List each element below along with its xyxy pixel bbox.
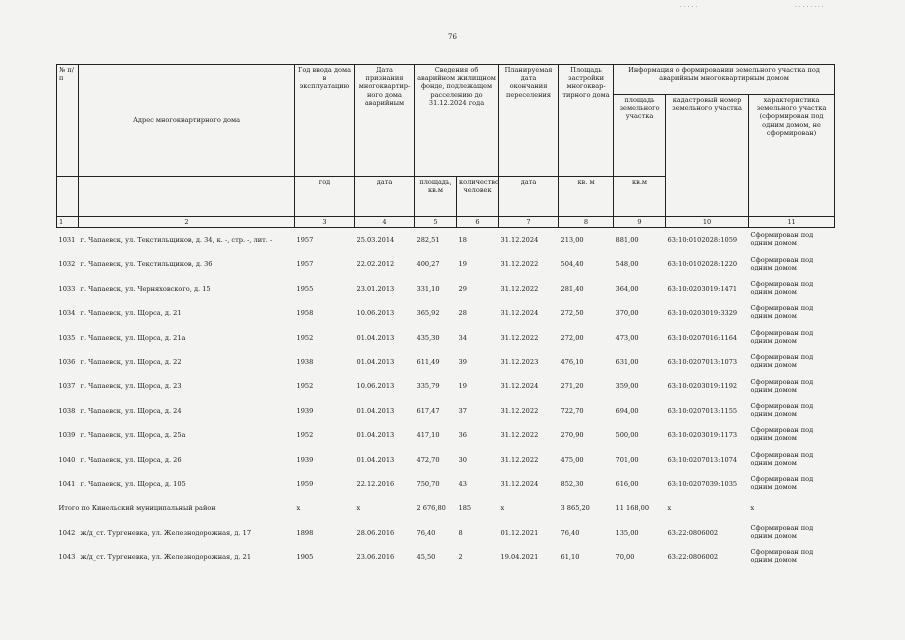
row-characteristic: Сформирован под одним домом <box>750 450 814 467</box>
col-index: 9 <box>614 217 666 228</box>
row-year-built: 1952 <box>296 431 314 440</box>
total-date: х <box>356 504 361 513</box>
row-characteristic: Сформирован под одним домом <box>750 304 814 321</box>
row-year-built: 1957 <box>296 260 314 269</box>
row-cadastral: 63:10:0203019:1173 <box>667 431 738 440</box>
row-people: 37 <box>458 406 467 415</box>
row-characteristic: Сформирован под одним домом <box>750 402 814 418</box>
row-recognition-date: 01.04.2013 <box>356 455 395 464</box>
row-recognition-date: 23.06.2016 <box>356 553 395 562</box>
row-planned-date: 19.04.2021 <box>500 553 539 562</box>
row-cadastral: 63:10:0207016:1164 <box>667 333 738 342</box>
scan-artifact: · · · · · · · · <box>795 4 824 11</box>
table-row <box>57 350 835 374</box>
row-address: г. Чапаевск, ул. Черняховского, д. 15 <box>80 284 211 293</box>
row-cadastral: 63:10:0207013:1155 <box>667 406 738 415</box>
row-area: 417,10 <box>416 431 440 440</box>
row-number: 1036 <box>58 358 76 367</box>
row-land-area: 473,00 <box>615 333 639 342</box>
row-number: 1040 <box>58 455 76 464</box>
row-recognition-date: 28.06.2016 <box>356 528 395 537</box>
row-recognition-date: 01.04.2013 <box>356 406 395 415</box>
unit-year: год <box>295 177 355 217</box>
row-recognition-date: 01.04.2013 <box>356 358 395 367</box>
row-address: г. Чапаевск, ул. Текстильщиков, д. 36 <box>80 260 213 269</box>
row-area: 331,10 <box>416 284 440 293</box>
row-area: 335,79 <box>416 382 440 391</box>
header-land-area: площадь земельного участка <box>614 95 666 177</box>
row-address: г. Чапаевск, ул. Щорса, д. 21а <box>80 333 186 342</box>
row-year-built: 1905 <box>296 553 314 562</box>
row-recognition-date: 01.04.2013 <box>356 333 395 342</box>
row-recognition-date: 01.04.2013 <box>356 431 395 440</box>
row-building-area: 475,00 <box>560 455 584 464</box>
row-recognition-date: 23.01.2013 <box>356 284 395 293</box>
col-index: 10 <box>666 217 749 228</box>
row-address: ж/д_ст. Тургеневка, ул. Железнодорожная, д. 21 <box>80 553 252 562</box>
row-characteristic: Сформирован под одним домом <box>750 328 814 345</box>
row-address: г. Чапаевск, ул. Щорса, д. 25а <box>80 431 186 440</box>
row-area: 750,70 <box>416 479 440 488</box>
row-building-area: 76,40 <box>560 528 580 537</box>
row-recognition-date: 10.06.2013 <box>356 382 395 391</box>
header-building-area: Площадь застройки многоквар-тирного дома <box>559 65 614 177</box>
row-recognition-date: 10.06.2013 <box>356 309 395 318</box>
row-characteristic: Сформирован под одним домом <box>750 548 814 565</box>
row-people: 43 <box>458 479 467 488</box>
unit-num-blank <box>57 177 79 217</box>
row-planned-date: 31.12.2022 <box>500 260 539 269</box>
table-row <box>57 448 835 472</box>
row-people: 8 <box>458 528 463 537</box>
row-people: 34 <box>458 333 467 342</box>
row-number: 1033 <box>58 284 76 293</box>
row-land-area: 616,00 <box>615 479 639 488</box>
row-address: г. Чапаевск, ул. Щорса, д. 22 <box>80 358 182 367</box>
row-number: 1043 <box>58 553 76 562</box>
row-building-area: 271,20 <box>560 382 584 391</box>
total-char: х <box>750 504 755 513</box>
row-planned-date: 01.12.2021 <box>500 528 539 537</box>
row-building-area: 722,70 <box>560 406 584 415</box>
row-land-area: 70,00 <box>615 553 635 562</box>
row-cadastral: 63:22:0806002 <box>667 528 719 537</box>
row-characteristic: Сформирован под одним домом <box>750 377 814 394</box>
row-cadastral: 63:10:0102028:1220 <box>667 260 738 269</box>
row-address: г. Чапаевск, ул. Щорса, д. 105 <box>80 479 186 488</box>
total-building: 3 865,20 <box>560 504 590 513</box>
header-planned-end: Планируемая дата окончания переселения <box>499 65 559 177</box>
row-number: 1042 <box>58 528 76 537</box>
column-index-row <box>57 217 835 228</box>
row-area: 282,51 <box>416 236 440 245</box>
unit-sqm-building: кв. м <box>559 177 614 217</box>
header-recognition-date: Дата признания многоквартир-ного дома аварийным <box>355 65 415 177</box>
row-cadastral: 63:10:0102028:1059 <box>667 236 738 245</box>
row-people: 39 <box>458 358 467 367</box>
row-cadastral: 63:10:0207039:1035 <box>667 479 738 488</box>
row-year-built: 1955 <box>296 284 314 293</box>
row-year-built: 1938 <box>296 358 314 367</box>
row-people: 2 <box>458 553 463 562</box>
row-address: г. Чапаевск, ул. Щорса, д. 24 <box>80 406 182 415</box>
table-row <box>57 472 835 496</box>
row-number: 1032 <box>58 260 76 269</box>
row-cadastral: 63:10:0203019:1471 <box>667 284 738 293</box>
header-land-info: Информация о формировании земельного участка под аварийным многоквартирным домом <box>614 65 835 95</box>
row-land-area: 548,00 <box>615 260 639 269</box>
row-area: 45,50 <box>416 553 436 562</box>
row-land-area: 631,00 <box>615 358 639 367</box>
row-planned-date: 31.12.2022 <box>500 431 539 440</box>
row-number: 1037 <box>58 382 76 391</box>
unit-address-blank <box>79 177 295 217</box>
header-cadastral: кадастровый номер земельного участка <box>666 95 749 217</box>
table-row <box>57 423 835 447</box>
row-area: 472,70 <box>416 455 440 464</box>
row-land-area: 701,00 <box>615 455 639 464</box>
scan-artifact: · · · · · <box>680 4 698 11</box>
row-cadastral: 63:10:0207013:1074 <box>667 455 738 464</box>
row-number: 1035 <box>58 333 76 342</box>
row-people: 29 <box>458 284 467 293</box>
col-index: 11 <box>749 217 835 228</box>
row-cadastral: 63:10:0203019:1192 <box>667 382 738 391</box>
row-land-area: 500,00 <box>615 431 639 440</box>
table-row <box>57 399 835 423</box>
total-area: 2 676,80 <box>416 504 446 513</box>
total-land: 11 168,00 <box>615 504 650 513</box>
row-building-area: 504,40 <box>560 260 584 269</box>
total-label: Итого по Кинельский муниципальный район <box>58 504 216 513</box>
table-row <box>57 277 835 301</box>
row-year-built: 1939 <box>296 455 314 464</box>
row-building-area: 270,90 <box>560 431 584 440</box>
row-planned-date: 31.12.2024 <box>500 382 539 391</box>
row-building-area: 476,10 <box>560 358 584 367</box>
row-year-built: 1959 <box>296 479 314 488</box>
row-building-area: 281,40 <box>560 284 584 293</box>
col-index: 3 <box>295 217 355 228</box>
row-cadastral: 63:10:0203019:3329 <box>667 309 738 318</box>
row-number: 1034 <box>58 309 76 318</box>
row-people: 30 <box>458 455 467 464</box>
row-building-area: 272,50 <box>560 309 584 318</box>
row-cadastral: 63:10:0207013:1073 <box>667 358 738 367</box>
total-cadastral: х <box>667 504 672 513</box>
table-row <box>57 326 835 350</box>
row-planned-date: 31.12.2024 <box>500 236 539 245</box>
table-row <box>57 521 835 545</box>
row-address: г. Чапаевск, ул. Щорса, д. 21 <box>80 309 182 318</box>
col-index: 5 <box>415 217 457 228</box>
row-planned-date: 31.12.2024 <box>500 479 539 488</box>
row-planned-date: 31.12.2023 <box>500 358 539 367</box>
row-area: 611,49 <box>416 358 440 367</box>
row-year-built: 1939 <box>296 406 314 415</box>
row-planned-date: 31.12.2022 <box>500 406 539 415</box>
row-number: 1039 <box>58 431 76 440</box>
row-characteristic: Сформирован под одним домом <box>750 280 814 296</box>
row-area: 435,30 <box>416 333 440 342</box>
row-land-area: 364,00 <box>615 284 639 293</box>
unit-area: площадь, кв.м <box>415 177 457 217</box>
row-building-area: 213,00 <box>560 236 584 245</box>
row-people: 18 <box>458 236 467 245</box>
row-characteristic: Сформирован под одним домом <box>750 426 814 443</box>
row-area: 76,40 <box>416 528 436 537</box>
row-recognition-date: 25.03.2014 <box>356 236 395 245</box>
total-planned: х <box>500 504 505 513</box>
row-characteristic: Сформирован под одним домом <box>750 231 814 248</box>
row-address: г. Чапаевск, ул. Щорса, д. 23 <box>80 382 182 391</box>
row-characteristic: Сформирован под одним домом <box>750 523 814 540</box>
table-row <box>57 374 835 398</box>
row-number: 1038 <box>58 406 76 415</box>
row-address: г. Чапаевск, ул. Щорса, д. 26 <box>80 455 182 464</box>
row-year-built: 1957 <box>296 236 314 245</box>
page-number: 76 <box>448 33 457 41</box>
emergency-housing-table <box>56 64 835 569</box>
col-index: 6 <box>457 217 499 228</box>
total-people: 185 <box>458 504 472 513</box>
table-row <box>57 301 835 325</box>
row-planned-date: 31.12.2022 <box>500 333 539 342</box>
row-land-area: 135,00 <box>615 528 639 537</box>
table-row <box>57 545 835 569</box>
header-characteristic: характеристика земельного участка (сформирован под одним домом, не сформирован) <box>749 95 835 217</box>
col-index: 7 <box>499 217 559 228</box>
row-building-area: 852,30 <box>560 479 584 488</box>
table-body <box>57 228 835 570</box>
row-address: г. Чапаевск, ул. Текстильщиков, д. 34, к. -, стр. -, лит. - <box>80 236 273 245</box>
row-planned-date: 31.12.2022 <box>500 284 539 293</box>
row-building-area: 272,00 <box>560 333 584 342</box>
row-characteristic: Сформирован под одним домом <box>750 255 814 272</box>
col-index: 4 <box>355 217 415 228</box>
table-row <box>57 228 835 253</box>
row-area: 365,92 <box>416 309 440 318</box>
unit-planned: дата <box>499 177 559 217</box>
row-year-built: 1898 <box>296 528 314 537</box>
row-planned-date: 31.12.2022 <box>500 455 539 464</box>
row-people: 19 <box>458 260 467 269</box>
row-address: ж/д_ст. Тургеневка, ул. Железнодорожная, д. 17 <box>80 528 252 537</box>
header-num: № п/п <box>57 65 79 177</box>
header-emergency-fund: Сведения об аварийном жилищном фонде, подлежащем расселению до 31.12.2024 года <box>415 65 499 177</box>
row-recognition-date: 22.12.2016 <box>356 479 395 488</box>
row-recognition-date: 22.02.2012 <box>356 260 395 269</box>
row-land-area: 694,00 <box>615 406 639 415</box>
total-year: х <box>296 504 301 513</box>
row-people: 28 <box>458 309 467 318</box>
row-characteristic: Сформирован под одним домом <box>750 353 814 370</box>
row-land-area: 881,00 <box>615 236 639 245</box>
row-building-area: 61,10 <box>560 553 580 562</box>
header-address: Адрес многоквартирного дома <box>79 65 295 177</box>
col-index: 1 <box>57 217 79 228</box>
row-year-built: 1952 <box>296 382 314 391</box>
col-index: 2 <box>79 217 295 228</box>
row-area: 617,47 <box>416 406 440 415</box>
unit-date: дата <box>355 177 415 217</box>
row-characteristic: Сформирован под одним домом <box>750 475 814 492</box>
row-land-area: 359,00 <box>615 382 639 391</box>
col-index: 8 <box>559 217 614 228</box>
row-year-built: 1958 <box>296 309 314 318</box>
row-number: 1041 <box>58 479 76 488</box>
row-year-built: 1952 <box>296 333 314 342</box>
total-row <box>57 496 835 520</box>
header-year-built: Год ввода дома в эксплуатацию <box>295 65 355 177</box>
row-number: 1031 <box>58 236 76 245</box>
unit-people: количество человек <box>457 177 499 217</box>
row-people: 36 <box>458 431 467 440</box>
row-area: 400,27 <box>416 260 440 269</box>
row-land-area: 370,00 <box>615 309 639 318</box>
table-row <box>57 252 835 276</box>
row-people: 19 <box>458 382 467 391</box>
row-cadastral: 63:22:0806002 <box>667 553 719 562</box>
unit-sqm-land: кв.м <box>614 177 666 217</box>
row-planned-date: 31.12.2024 <box>500 309 539 318</box>
